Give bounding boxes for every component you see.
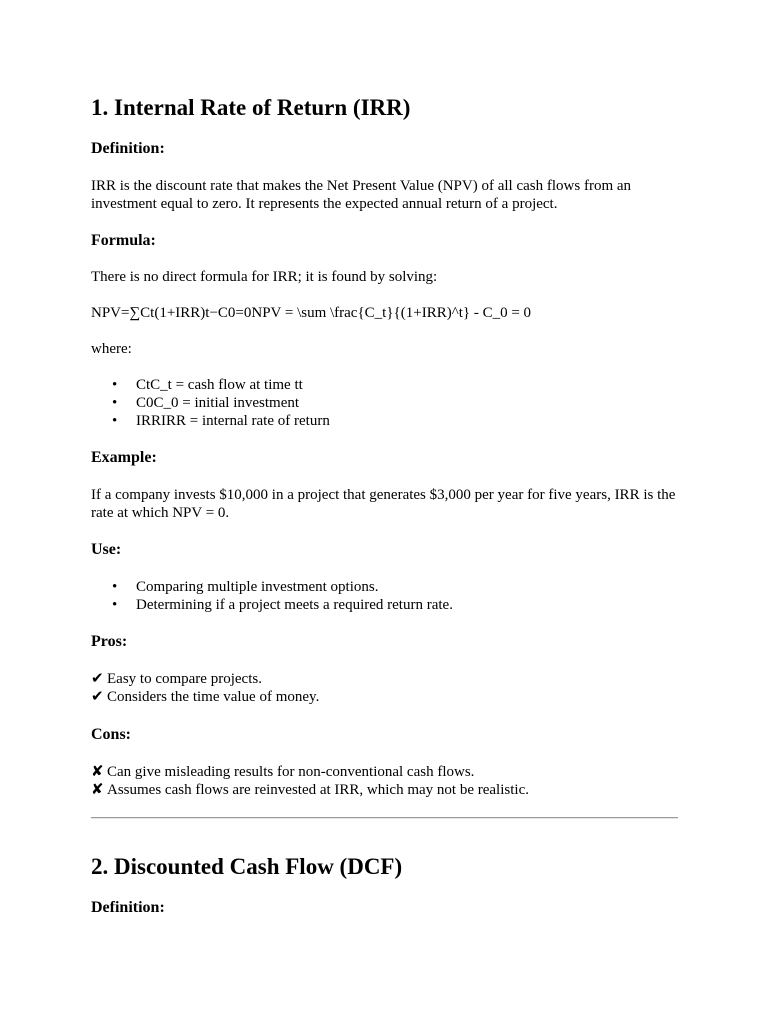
definition-heading: Definition: [91, 899, 165, 916]
example-line: rate at which NPV = 0. [91, 505, 230, 521]
pros-item: ✔ Considers the time value of money. [91, 689, 320, 705]
list-item: • CtC_t = cash flow at time tt [112, 377, 303, 393]
cross-mark-icon: ✘ [91, 764, 104, 780]
cons-item: ✘ Can give misleading results for non-conventional cash flows. [91, 764, 475, 780]
definition-line: investment equal to zero. It represents the expected annual return of a project. [91, 196, 558, 212]
bullet-icon: • [112, 579, 118, 595]
section-title-irr: 1. Internal Rate of Return (IRR) [91, 95, 411, 120]
bullet-icon: • [112, 377, 118, 393]
list-item: • Determining if a project meets a required return rate. [112, 597, 453, 613]
use-list [91, 578, 453, 614]
checkmark-icon: ✔ [91, 671, 104, 687]
formula-intro: There is no direct formula for IRR; it is found by solving: [91, 269, 438, 285]
pros-heading: Pros: [91, 633, 128, 650]
example-line: If a company invests $10,000 in a project that generates $3,000 per year for five years, IRR is the [91, 487, 676, 503]
where-label: where: [91, 341, 132, 357]
pros-item: ✔ Easy to compare projects. [91, 671, 262, 687]
example-heading: Example: [91, 449, 157, 466]
bullet-icon: • [112, 395, 118, 411]
cons-list [91, 763, 681, 799]
where-list [91, 376, 330, 430]
cross-mark-icon: ✘ [91, 782, 104, 798]
formula-heading: Formula: [91, 232, 156, 249]
section-title-dcf: 2. Discounted Cash Flow (DCF) [91, 854, 403, 879]
use-heading: Use: [91, 541, 122, 558]
definition-paragraph [91, 177, 681, 213]
example-paragraph [91, 486, 681, 522]
list-item: • Comparing multiple investment options. [112, 579, 379, 595]
bullet-icon: • [112, 413, 118, 429]
formula-expression: NPV=∑Ct(1+IRR)t−C0=0NPV = \sum \frac{C_t}{(1+IRR)^t} - C_0 = 0 [91, 305, 532, 321]
list-item: • IRRIRR = internal rate of return [112, 413, 330, 429]
section-divider [91, 817, 678, 819]
cons-item: ✘ Assumes cash flows are reinvested at IRR, which may not be realistic. [91, 782, 529, 798]
pros-list [91, 670, 681, 706]
definition-line: IRR is the discount rate that makes the Net Present Value (NPV) of all cash flows from an [91, 178, 632, 194]
definition-heading: Definition: [91, 140, 165, 157]
list-item: • C0C_0 = initial investment [112, 395, 300, 411]
bullet-icon: • [112, 597, 118, 613]
cons-heading: Cons: [91, 726, 132, 743]
checkmark-icon: ✔ [91, 689, 104, 705]
